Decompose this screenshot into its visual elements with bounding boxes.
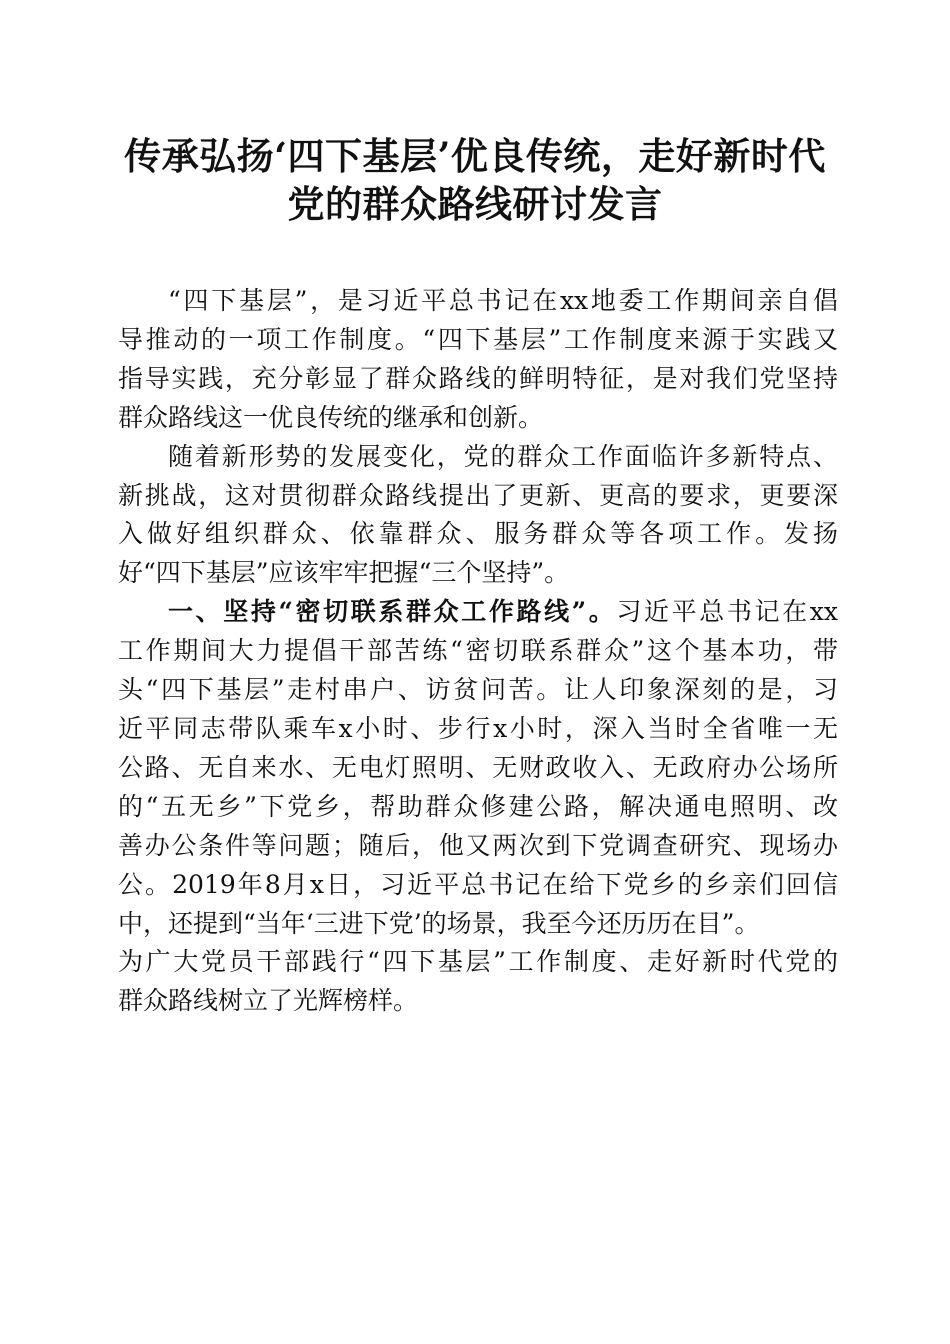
paragraph-line: 随着新形势的发展变化，党的群众工作面临许多新特点、 <box>168 441 838 471</box>
paragraph-line: 近平同志带队乘车x小时、步行x小时，深入当时全省唯一无 <box>118 713 838 743</box>
section-heading-rest: 习近平总书记在xx <box>616 597 839 627</box>
paragraph-line: 好“四下基层”应该牢牢把握“三个坚持”。 <box>118 558 570 588</box>
paragraph-line: 工作期间大力提倡干部苦练“密切联系群众”这个基本功，带 <box>118 636 838 666</box>
paragraph-line: 新挑战，这对贯彻群众路线提出了更新、更高的要求，更要深 <box>118 480 838 510</box>
paragraph-line: 为广大党员干部践行“四下基层”工作制度、走好新时代党的 <box>118 947 838 977</box>
paragraph-intro <box>118 282 838 438</box>
title-line: 党的群众路线研讨发言 <box>287 182 663 226</box>
paragraph-line: 的“五无乡”下党乡，帮助群众修建公路，解决通电照明、改 <box>118 791 838 821</box>
document-body <box>118 282 838 1021</box>
paragraph-line: 中，还提到“当年‘三进下党’的场景，我至今还历历在目”。 <box>118 908 760 938</box>
title-line: 传承弘扬‘四下基层’优良传统，走好新时代 <box>124 134 826 178</box>
document-title <box>100 132 850 228</box>
paragraph-line: 公。2019年8月x日，习近平总书记在给下党乡的乡亲们回信 <box>118 869 838 899</box>
paragraph-context <box>118 438 838 594</box>
paragraph-line: 头“四下基层”走村串户、访贫问苦。让人印象深刻的是，习 <box>118 675 838 705</box>
paragraph-line: 导推动的一项工作制度。“四下基层”工作制度来源于实践又 <box>118 324 838 354</box>
paragraph-line: “四下基层”，是习近平总书记在xx地委工作期间亲自倡 <box>168 286 838 315</box>
paragraph-line: 群众路线这一优良传统的继承和创新。 <box>118 402 544 432</box>
paragraph-line: 入做好组织群众、依靠群众、服务群众等各项工作。发扬 <box>118 519 838 549</box>
paragraph-section-one <box>118 593 838 1021</box>
paragraph-line <box>118 593 838 632</box>
section-heading: 一、坚持“密切联系群众工作路线”。 <box>168 597 617 627</box>
paragraph-line: 指导实践，充分彰显了群众路线的鲜明特征，是对我们党坚持 <box>118 363 838 393</box>
paragraph-line: 善办公条件等问题；随后，他又两次到下党调查研究、现场办 <box>118 830 838 860</box>
paragraph-line: 公路、无自来水、无电灯照明、无财政收入、无政府办公场所 <box>118 752 838 782</box>
paragraph-line: 群众路线树立了光辉榜样。 <box>118 986 419 1016</box>
